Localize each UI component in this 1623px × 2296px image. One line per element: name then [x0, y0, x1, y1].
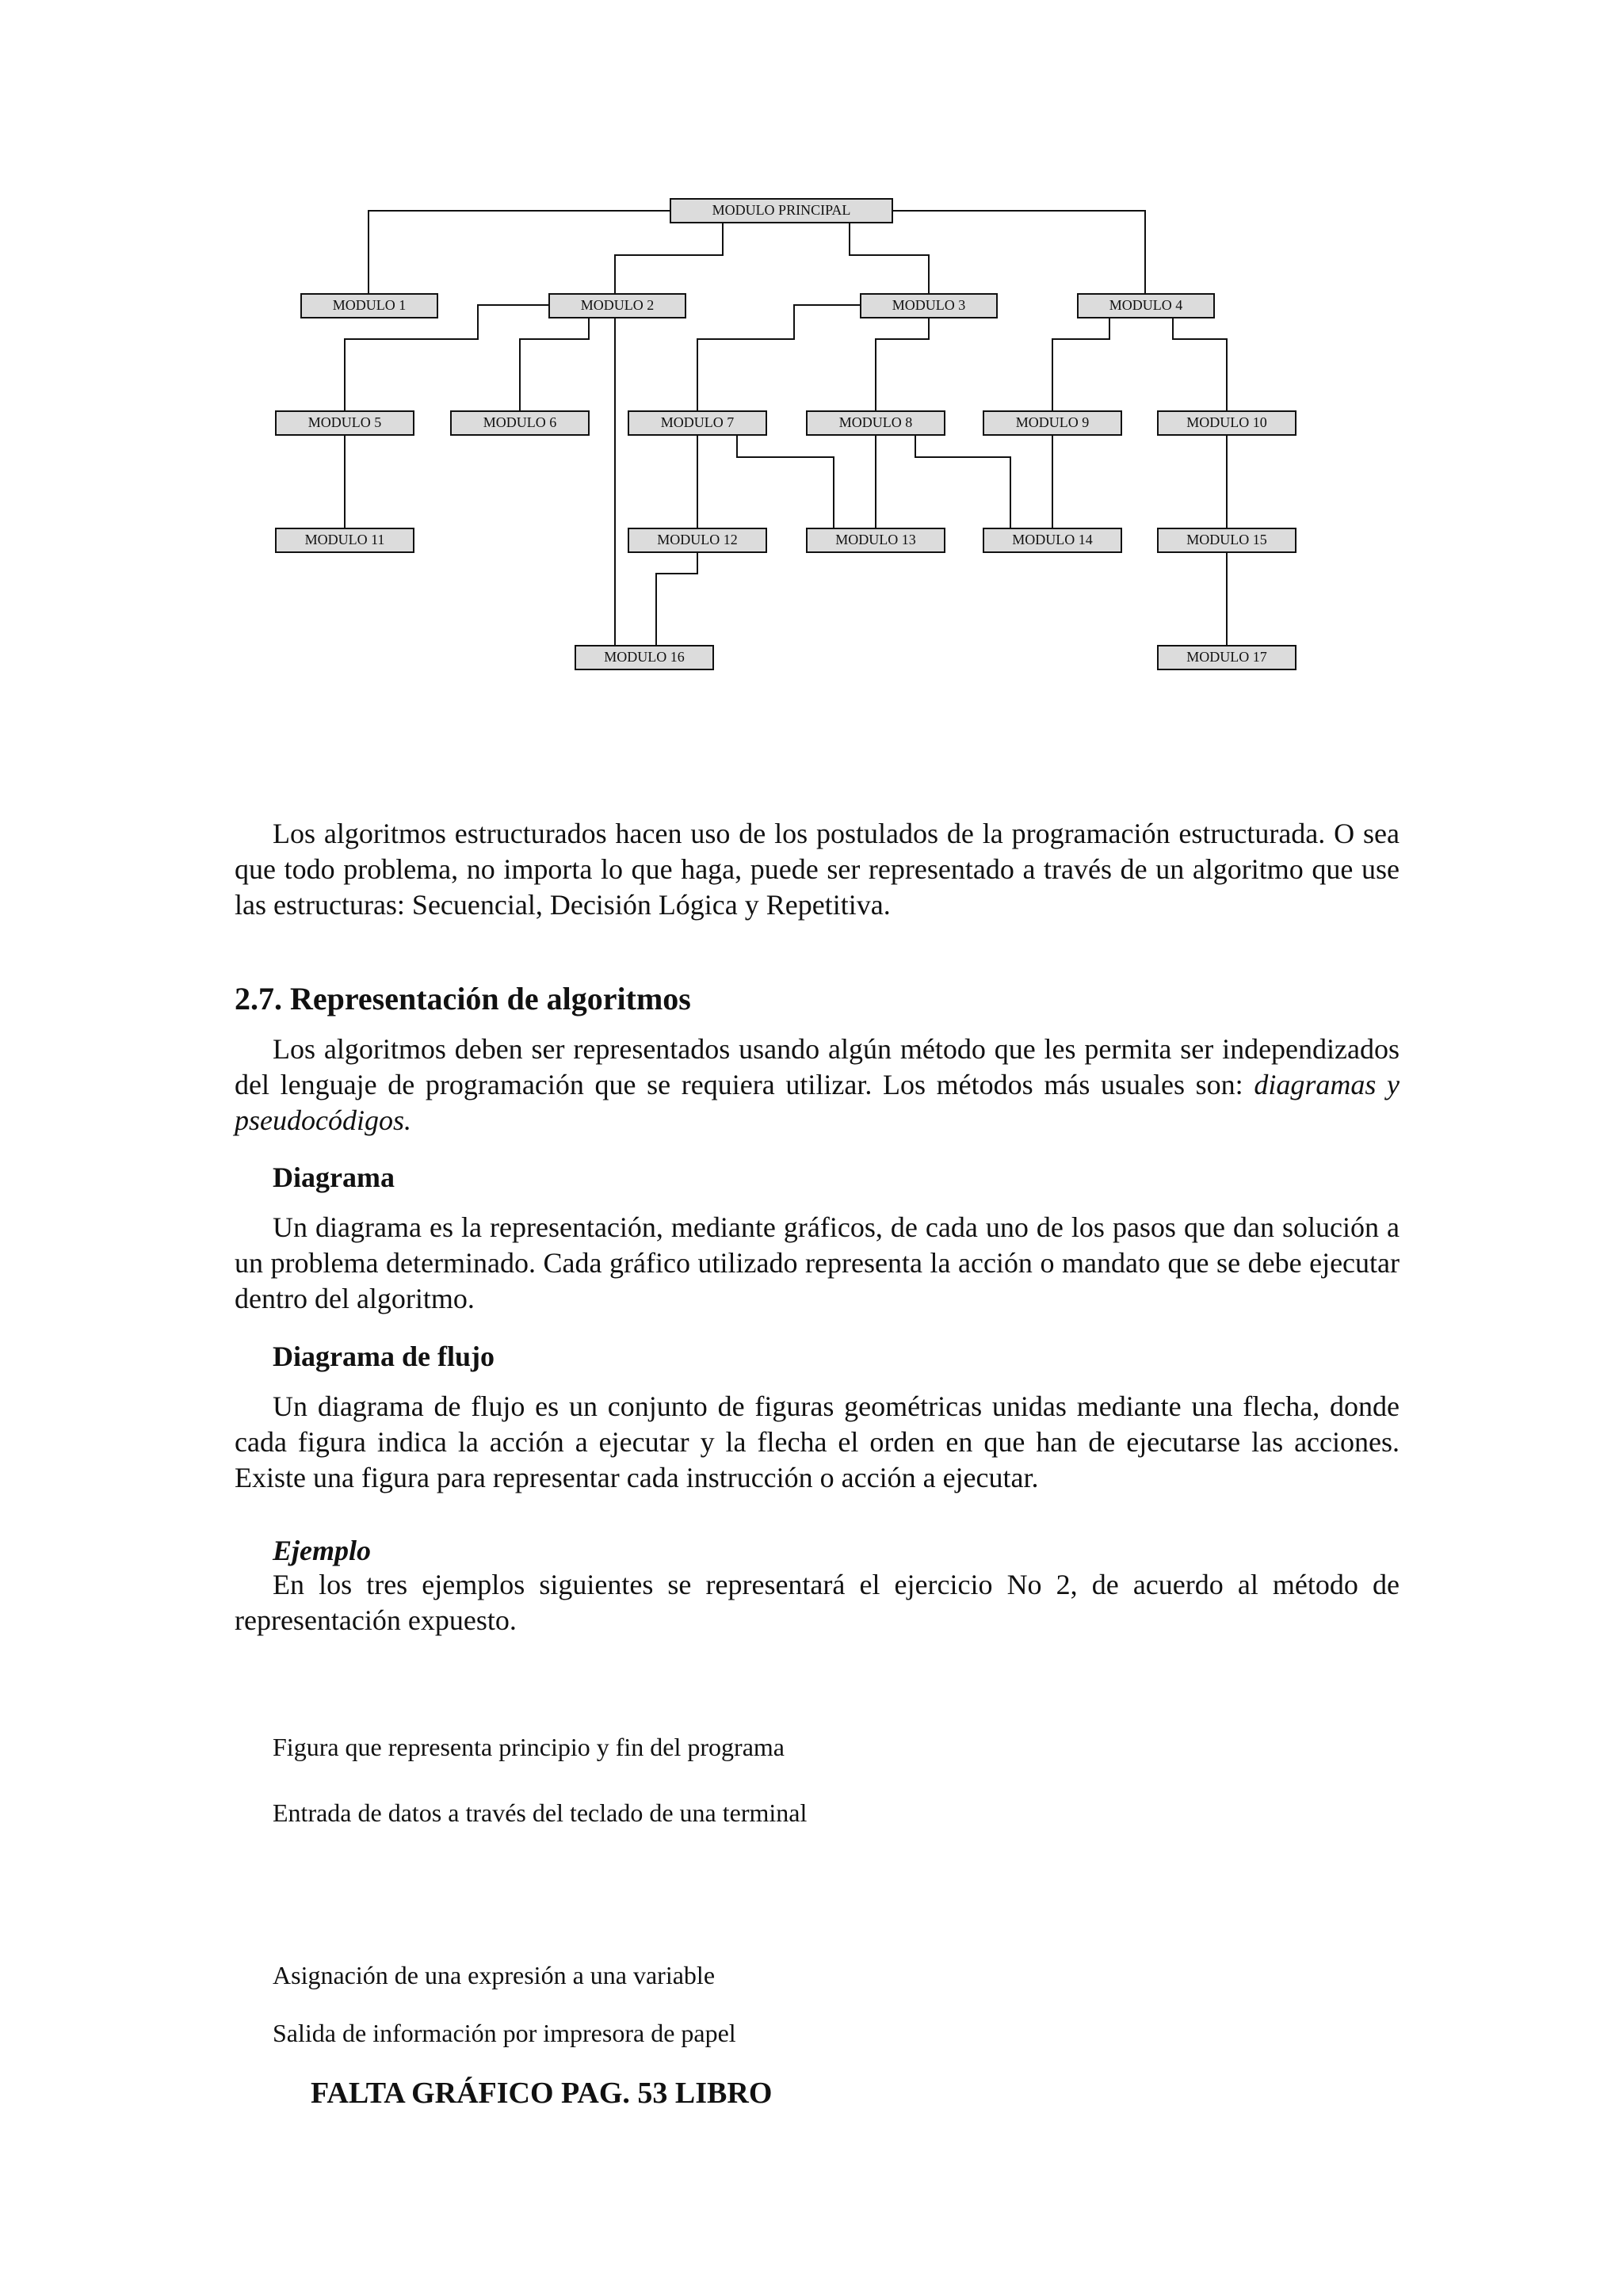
module-label: MODULO 6 — [483, 414, 557, 431]
paragraph-ejemplo — [235, 1567, 1400, 1638]
module-box-m12 — [628, 528, 766, 552]
module-box-m6 — [451, 411, 589, 435]
module-box-m13 — [807, 528, 945, 552]
module-box-m15 — [1158, 528, 1296, 552]
module-label: MODULO 14 — [1012, 532, 1093, 548]
module-label: MODULO 17 — [1186, 649, 1267, 666]
module-label: MODULO 3 — [892, 297, 966, 314]
link-principal-m4 — [892, 211, 1145, 294]
subheading-text: Diagrama de flujo — [273, 1341, 495, 1372]
module-box-m11 — [276, 528, 414, 552]
link-m4-m10 — [1173, 318, 1227, 411]
module-label: MODULO 11 — [304, 532, 385, 548]
module-label: MODULO PRINCIPAL — [712, 202, 851, 219]
subheading-diagrama-de-flujo — [235, 1339, 1400, 1375]
subheading-text: Ejemplo — [273, 1535, 371, 1566]
module-box-m7 — [628, 411, 766, 435]
paragraph-text-italic: diagramas y pseudocódigos. — [235, 1069, 1400, 1136]
module-box-m17 — [1158, 646, 1296, 669]
module-label: MODULO 7 — [660, 414, 735, 431]
link-m8-m14 — [915, 435, 1010, 528]
chart-modules — [276, 199, 1296, 669]
link-m1-m5 — [345, 305, 549, 411]
module-label: MODULO 5 — [307, 414, 382, 431]
legend-assignment: Asignación de una expresión a una variable — [273, 1961, 716, 1989]
link-m3-m7 — [697, 305, 861, 411]
paragraph-structured-algorithms — [235, 816, 1400, 923]
link-m3-m8 — [876, 318, 929, 411]
legend-start-end: Figura que representa principio y fin del programa — [273, 1733, 785, 1761]
paragraph-text: Un diagrama de flujo es un conjunto de figuras geométricas unidas mediante una flecha, donde cada figura indica la acción a ejecutar y la flecha el orden en que han de ejecutarse las acciones. Existe una figura para representar cada instrucción o acción a ejecutar. — [235, 1390, 1400, 1493]
paragraph-representation — [235, 1032, 1400, 1138]
module-box-m5 — [276, 411, 414, 435]
section-title: 2.7. Representación de algoritmos — [235, 981, 691, 1016]
link-m12-m16 — [656, 552, 697, 646]
module-label: MODULO 2 — [580, 297, 655, 314]
module-label: MODULO 4 — [1109, 297, 1183, 314]
module-box-m16 — [575, 646, 713, 669]
link-principal-m1 — [369, 211, 670, 294]
paragraph-text: Los algoritmos estructurados hacen uso de los postulados de la programación estructurada. O sea que todo problema, no importa lo que haga, puede ser representado a través de un algoritmo que use las estructuras: Secuencial, Decisión Lógica y Repetitiva. — [235, 818, 1400, 921]
module-box-m8 — [807, 411, 945, 435]
link-m4-m9 — [1052, 318, 1109, 411]
link-m1-m6 — [520, 318, 589, 411]
subheading-ejemplo — [235, 1533, 1400, 1569]
module-label: MODULO 15 — [1186, 532, 1267, 548]
paragraph-diagrama-de-flujo — [235, 1389, 1400, 1496]
module-label: MODULO 1 — [332, 297, 407, 314]
paragraph-diagrama — [235, 1210, 1400, 1317]
subheading-diagrama — [235, 1160, 1400, 1196]
module-label: MODULO 10 — [1186, 414, 1267, 431]
subheading-text: Diagrama — [273, 1161, 395, 1193]
module-label: MODULO 12 — [657, 532, 738, 548]
module-box-m3 — [861, 294, 997, 318]
paragraph-text: En los tres ejemplos siguientes se representará el ejercicio No 2, de acuerdo al método de representación expuesto. — [235, 1569, 1400, 1636]
legend-data-input: Entrada de datos a través del teclado de una terminal — [273, 1798, 808, 1827]
module-label: MODULO 16 — [604, 649, 685, 666]
section-heading — [235, 979, 1400, 1019]
link-principal-m2 — [615, 223, 723, 294]
paragraph-text — [235, 1032, 1400, 1138]
module-label: MODULO 13 — [835, 532, 916, 548]
paragraph-text-main: Los algoritmos deben ser representados usando algún método que les permita ser independizados del lenguaje de programación que se requiera utilizar. Los métodos más usuales son: — [235, 1033, 1400, 1100]
link-m7-m13 — [737, 435, 834, 528]
module-label: MODULO 9 — [1015, 414, 1090, 431]
paragraph-text: Un diagrama es la representación, mediante gráficos, de cada uno de los pasos que dan solución a un problema determinado. Cada gráfico utilizado representa la acción o mandato que se debe ejecutar dentro del algoritmo. — [235, 1211, 1400, 1314]
module-label: MODULO 8 — [838, 414, 913, 431]
module-box-m9 — [983, 411, 1121, 435]
link-principal-m3 — [850, 223, 929, 294]
module-hierarchy-chart — [0, 0, 1623, 713]
module-box-m14 — [983, 528, 1121, 552]
legend-printer-output: Salida de información por impresora de papel — [273, 2019, 736, 2047]
missing-graphic-note: FALTA GRÁFICO PAG. 53 LIBRO — [311, 2077, 773, 2110]
module-box-m1 — [301, 294, 437, 318]
module-box-m4 — [1078, 294, 1214, 318]
module-box-m2 — [549, 294, 685, 318]
module-box-principal — [670, 199, 892, 223]
module-box-m10 — [1158, 411, 1296, 435]
